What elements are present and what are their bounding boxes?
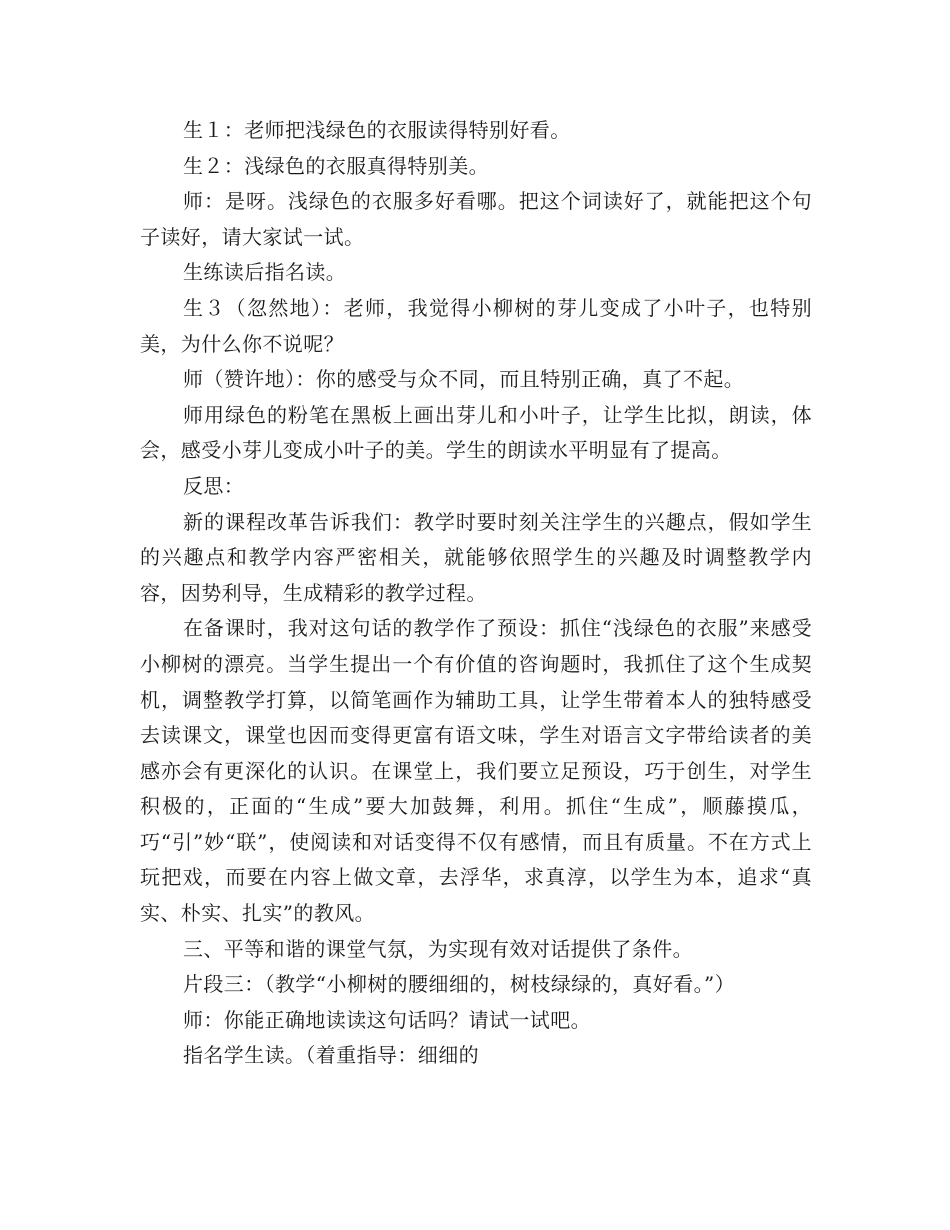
paragraph-named-reading: 指名学生读。（着重指导：细细的 bbox=[183, 1043, 479, 1068]
paragraph-student-3: 生３（忽然地）：老师，我觉得小柳树的芽儿变成了小叶子，也特别美，为什么你不说呢？ bbox=[140, 295, 812, 356]
paragraph-lesson-preparation: 在备课时，我对这句话的教学作了预设：抓住“浅绿色的衣服”来感受小柳树的漂亮。当学生提出一个有价值的咨询题时，我抓住了这个生成契机，调整教学打算，以简笔画作为辅助工具，让学生带着本人的独特感受去读课文，课堂也因而变得更富有语文味，学生对语言文字带给读者的美感亦会有更深化的认识。在课堂上，我们要立足预设，巧于创生，对学生积极的，正面的“生成”要大加鼓舞，利用。抓住“生成”，顺藤摸瓜，巧“引”妙“联”，使阅读和对话变得不仅有感情，而且有质量。不在方式上玩把戏，而要在内容上做文章，去浮华，求真淳，以学生为本，追求“真实、朴实、扎实”的教风。 bbox=[140, 616, 812, 926]
paragraph-teacher-reply: 师：是呀。浅绿色的衣服多好看哪。把这个词读好了，就能把这个句子读好，请大家试一试。 bbox=[140, 189, 812, 249]
paragraph-teacher-praise: 师（赞许地）：你的感受与众不同，而且特别正确，真了不起。 bbox=[183, 367, 745, 392]
paragraph-curriculum-reform: 新的课程改革告诉我们：教学时要时刻关注学生的兴趣点，假如学生的兴趣点和教学内容严密相关，就能够依照学生的兴趣及时调整教学内容，因势利导，生成精彩的教学过程。 bbox=[140, 509, 812, 605]
paragraph-practice-reading: 生练读后指名读。 bbox=[183, 260, 347, 285]
paragraph-student-2: 生２：浅绿色的衣服真得特别美。 bbox=[183, 153, 489, 178]
paragraph-section-three-heading: 三、平等和谐的课堂气氛，为实现有效对话提供了条件。 bbox=[183, 936, 693, 961]
paragraph-fragment-three: 片段三：（教学“小柳树的腰细细的，树枝绿绿的，真好看。”） bbox=[183, 972, 736, 997]
paragraph-reflection-heading: 反思： bbox=[183, 473, 245, 498]
paragraph-chalk-drawing: 师用绿色的粉笔在黑板上画出芽儿和小叶子，让学生比拟，朗读，体会，感受小芽儿变成小叶子的美。学生的朗读水平明显有了提高。 bbox=[140, 402, 812, 463]
paragraph-teacher-prompt: 师：你能正确地读读这句话吗？请试一试吧。 bbox=[183, 1007, 591, 1032]
document-body bbox=[140, 113, 812, 1074]
paragraph-student-1: 生１：老师把浅绿色的衣服读得特别好看。 bbox=[183, 118, 571, 142]
